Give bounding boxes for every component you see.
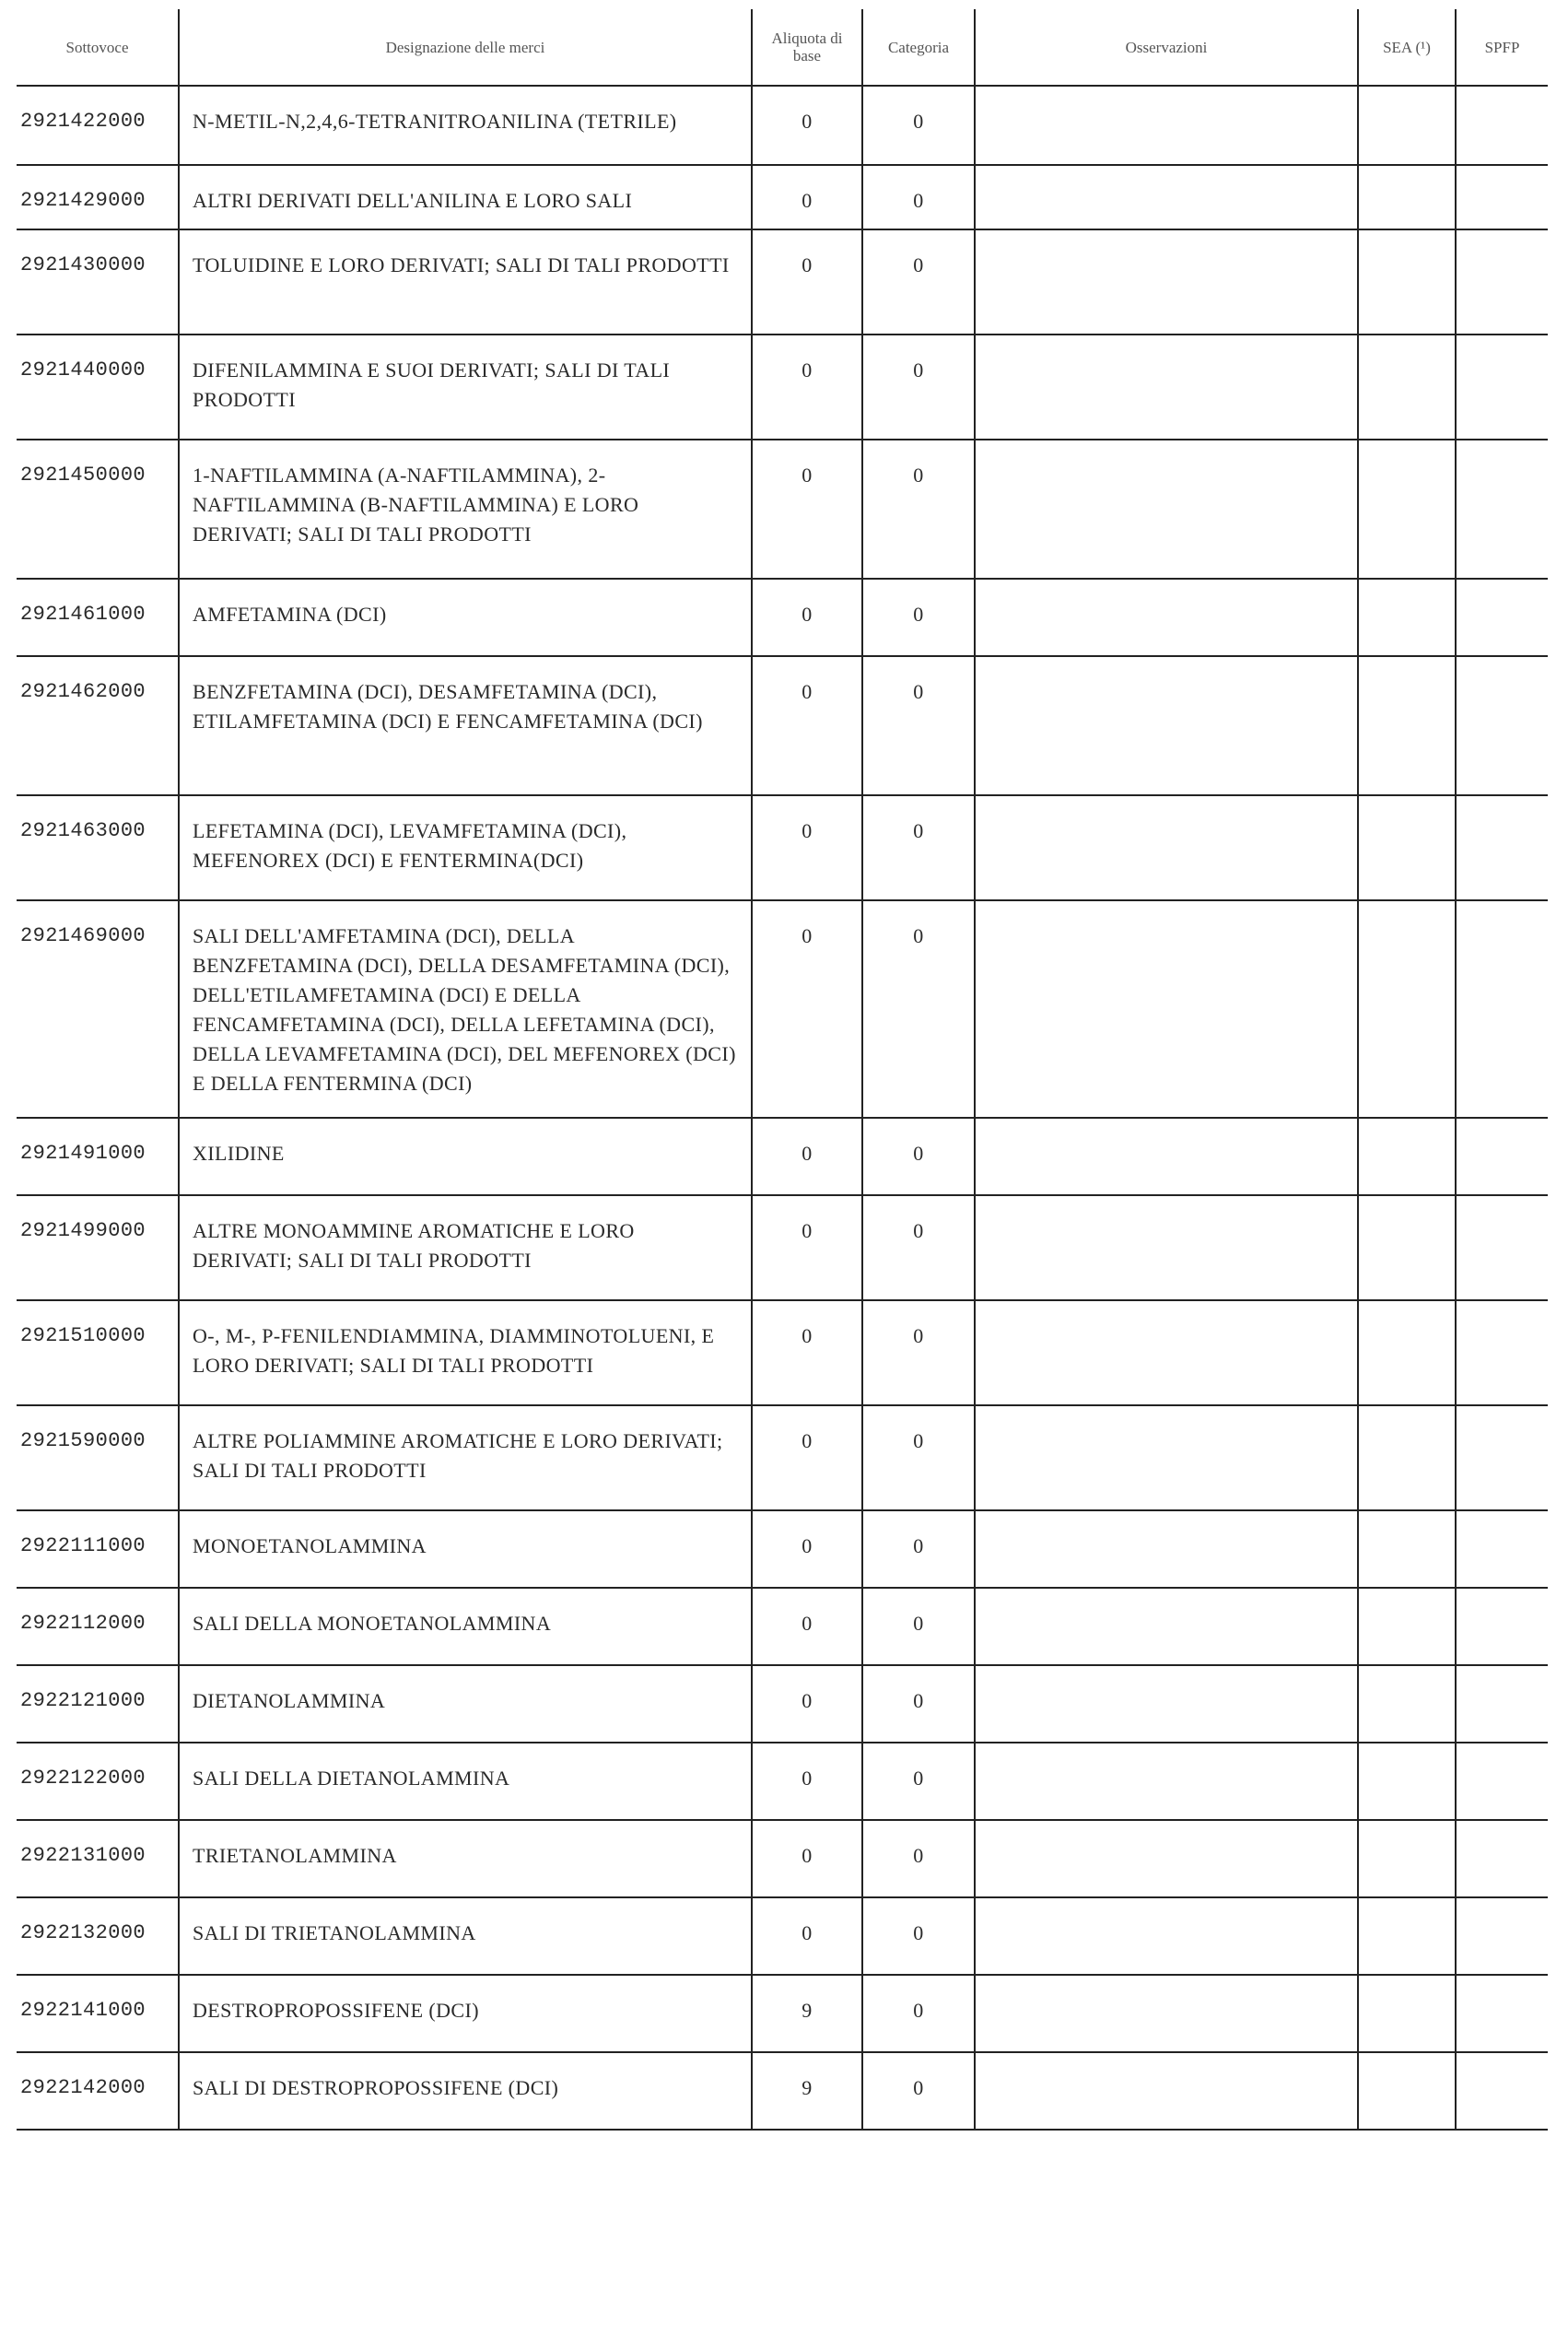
cell-designazione: SALI DI TRIETANOLAMMINA xyxy=(179,1897,752,1975)
cell-osservazioni xyxy=(975,1118,1358,1195)
header-sea: SEA (¹) xyxy=(1358,9,1456,86)
table-row xyxy=(17,656,1548,795)
cell-aliquota: 0 xyxy=(752,900,862,1118)
cell-osservazioni xyxy=(975,900,1358,1118)
cell-spfp xyxy=(1456,1588,1548,1665)
cell-sottovoce: 2921469000 xyxy=(17,900,179,1118)
table-row xyxy=(17,440,1548,579)
tariff-table xyxy=(17,9,1548,2131)
table-row xyxy=(17,1743,1548,1820)
cell-sea xyxy=(1358,1743,1456,1820)
table-row xyxy=(17,1510,1548,1588)
table-row xyxy=(17,1820,1548,1897)
cell-sottovoce: 2922131000 xyxy=(17,1820,179,1897)
cell-aliquota: 0 xyxy=(752,1300,862,1405)
header-spfp: SPFP xyxy=(1456,9,1548,86)
table-row xyxy=(17,1118,1548,1195)
cell-designazione: AMFETAMINA (DCI) xyxy=(179,579,752,656)
cell-designazione: XILIDINE xyxy=(179,1118,752,1195)
cell-aliquota: 0 xyxy=(752,656,862,795)
cell-designazione: MONOETANOLAMMINA xyxy=(179,1510,752,1588)
cell-sea xyxy=(1358,1820,1456,1897)
cell-sea xyxy=(1358,579,1456,656)
cell-sottovoce: 2922121000 xyxy=(17,1665,179,1743)
cell-spfp xyxy=(1456,1975,1548,2052)
cell-designazione: TOLUIDINE E LORO DERIVATI; SALI DI TALI PRODOTTI xyxy=(179,229,752,335)
header-osservazioni: Osservazioni xyxy=(975,9,1358,86)
cell-sottovoce: 2922122000 xyxy=(17,1743,179,1820)
cell-sottovoce: 2921450000 xyxy=(17,440,179,579)
cell-categoria: 0 xyxy=(862,440,975,579)
cell-spfp xyxy=(1456,1820,1548,1897)
cell-sea xyxy=(1358,1588,1456,1665)
cell-aliquota: 0 xyxy=(752,229,862,335)
cell-designazione: TRIETANOLAMMINA xyxy=(179,1820,752,1897)
cell-sottovoce: 2921429000 xyxy=(17,165,179,229)
cell-designazione: ALTRI DERIVATI DELL'ANILINA E LORO SALI xyxy=(179,165,752,229)
cell-spfp xyxy=(1456,1118,1548,1195)
table-row xyxy=(17,165,1548,229)
cell-sea xyxy=(1358,1195,1456,1300)
cell-sea xyxy=(1358,1510,1456,1588)
cell-sottovoce: 2921510000 xyxy=(17,1300,179,1405)
cell-categoria: 0 xyxy=(862,1897,975,1975)
cell-osservazioni xyxy=(975,1743,1358,1820)
cell-aliquota: 0 xyxy=(752,579,862,656)
table-row xyxy=(17,579,1548,656)
cell-aliquota: 9 xyxy=(752,2052,862,2130)
cell-categoria: 0 xyxy=(862,1665,975,1743)
cell-spfp xyxy=(1456,900,1548,1118)
cell-aliquota: 0 xyxy=(752,1588,862,1665)
cell-osservazioni xyxy=(975,1300,1358,1405)
cell-designazione: SALI DELLA DIETANOLAMMINA xyxy=(179,1743,752,1820)
cell-categoria: 0 xyxy=(862,1510,975,1588)
cell-osservazioni xyxy=(975,86,1358,165)
cell-sottovoce: 2921461000 xyxy=(17,579,179,656)
cell-aliquota: 0 xyxy=(752,1195,862,1300)
cell-sea xyxy=(1358,1897,1456,1975)
cell-sea xyxy=(1358,900,1456,1118)
cell-sottovoce: 2921491000 xyxy=(17,1118,179,1195)
cell-categoria: 0 xyxy=(862,1195,975,1300)
cell-categoria: 0 xyxy=(862,1975,975,2052)
cell-aliquota: 9 xyxy=(752,1975,862,2052)
cell-designazione: SALI DI DESTROPROPOSSIFENE (DCI) xyxy=(179,2052,752,2130)
cell-sea xyxy=(1358,2052,1456,2130)
cell-spfp xyxy=(1456,1300,1548,1405)
cell-osservazioni xyxy=(975,1588,1358,1665)
header-aliquota: Aliquota di base xyxy=(752,9,862,86)
cell-spfp xyxy=(1456,440,1548,579)
table-row xyxy=(17,900,1548,1118)
table-row xyxy=(17,1405,1548,1510)
table-row xyxy=(17,86,1548,165)
cell-aliquota: 0 xyxy=(752,795,862,900)
cell-spfp xyxy=(1456,335,1548,440)
cell-sea xyxy=(1358,1975,1456,2052)
cell-aliquota: 0 xyxy=(752,1820,862,1897)
cell-categoria: 0 xyxy=(862,1743,975,1820)
cell-aliquota: 0 xyxy=(752,1665,862,1743)
cell-sottovoce: 2921463000 xyxy=(17,795,179,900)
table-row xyxy=(17,795,1548,900)
table-row xyxy=(17,1975,1548,2052)
cell-sea xyxy=(1358,1118,1456,1195)
cell-aliquota: 0 xyxy=(752,1897,862,1975)
table-row xyxy=(17,335,1548,440)
cell-osservazioni xyxy=(975,579,1358,656)
cell-spfp xyxy=(1456,2052,1548,2130)
cell-categoria: 0 xyxy=(862,795,975,900)
cell-osservazioni xyxy=(975,1975,1358,2052)
cell-aliquota: 0 xyxy=(752,165,862,229)
cell-aliquota: 0 xyxy=(752,1510,862,1588)
cell-osservazioni xyxy=(975,1195,1358,1300)
cell-designazione: BENZFETAMINA (DCI), DESAMFETAMINA (DCI), ETILAMFETAMINA (DCI) E FENCAMFETAMINA (DCI) xyxy=(179,656,752,795)
cell-spfp xyxy=(1456,1510,1548,1588)
cell-designazione: SALI DELLA MONOETANOLAMMINA xyxy=(179,1588,752,1665)
table-header xyxy=(17,9,1548,86)
cell-osservazioni xyxy=(975,1510,1358,1588)
cell-spfp xyxy=(1456,229,1548,335)
cell-sea xyxy=(1358,795,1456,900)
cell-aliquota: 0 xyxy=(752,1743,862,1820)
cell-sea xyxy=(1358,165,1456,229)
cell-designazione: O-, M-, P-FENILENDIAMMINA, DIAMMINOTOLUENI, E LORO DERIVATI; SALI DI TALI PRODOTTI xyxy=(179,1300,752,1405)
cell-osservazioni xyxy=(975,1405,1358,1510)
cell-sottovoce: 2922111000 xyxy=(17,1510,179,1588)
cell-designazione: N-METIL-N,2,4,6-TETRANITROANILINA (TETRILE) xyxy=(179,86,752,165)
cell-categoria: 0 xyxy=(862,900,975,1118)
cell-osservazioni xyxy=(975,656,1358,795)
cell-designazione: DESTROPROPOSSIFENE (DCI) xyxy=(179,1975,752,2052)
cell-sottovoce: 2921430000 xyxy=(17,229,179,335)
cell-categoria: 0 xyxy=(862,86,975,165)
cell-aliquota: 0 xyxy=(752,1405,862,1510)
cell-sea xyxy=(1358,440,1456,579)
cell-categoria: 0 xyxy=(862,1820,975,1897)
cell-sea xyxy=(1358,1665,1456,1743)
cell-aliquota: 0 xyxy=(752,86,862,165)
cell-osservazioni xyxy=(975,440,1358,579)
cell-sea xyxy=(1358,229,1456,335)
table-row xyxy=(17,1588,1548,1665)
cell-osservazioni xyxy=(975,795,1358,900)
cell-aliquota: 0 xyxy=(752,1118,862,1195)
table-row xyxy=(17,1300,1548,1405)
cell-spfp xyxy=(1456,795,1548,900)
cell-spfp xyxy=(1456,1195,1548,1300)
cell-sea xyxy=(1358,1300,1456,1405)
cell-aliquota: 0 xyxy=(752,335,862,440)
cell-spfp xyxy=(1456,1897,1548,1975)
table-row xyxy=(17,1195,1548,1300)
cell-categoria: 0 xyxy=(862,165,975,229)
cell-sottovoce: 2922142000 xyxy=(17,2052,179,2130)
cell-designazione: 1-NAFTILAMMINA (A-NAFTILAMMINA), 2-NAFTILAMMINA (B-NAFTILAMMINA) E LORO DERIVATI; SALI DI TALI PRODOTTI xyxy=(179,440,752,579)
cell-osservazioni xyxy=(975,1665,1358,1743)
cell-osservazioni xyxy=(975,1820,1358,1897)
cell-categoria: 0 xyxy=(862,229,975,335)
header-sottovoce: Sottovoce xyxy=(17,9,179,86)
cell-spfp xyxy=(1456,1743,1548,1820)
cell-spfp xyxy=(1456,165,1548,229)
header-row xyxy=(17,9,1548,86)
cell-aliquota: 0 xyxy=(752,440,862,579)
cell-sea xyxy=(1358,86,1456,165)
cell-osservazioni xyxy=(975,1897,1358,1975)
cell-sottovoce: 2921422000 xyxy=(20,110,146,133)
cell-osservazioni xyxy=(975,229,1358,335)
cell-categoria: 0 xyxy=(862,1405,975,1510)
cell-osservazioni xyxy=(975,2052,1358,2130)
cell-categoria: 0 xyxy=(862,2052,975,2130)
cell-categoria: 0 xyxy=(862,335,975,440)
cell-designazione: DIETANOLAMMINA xyxy=(179,1665,752,1743)
cell-spfp xyxy=(1456,1405,1548,1510)
header-categoria: Categoria xyxy=(862,9,975,86)
cell-designazione: ALTRE POLIAMMINE AROMATICHE E LORO DERIVATI; SALI DI TALI PRODOTTI xyxy=(179,1405,752,1510)
cell-osservazioni xyxy=(975,335,1358,440)
cell-sottovoce: 2921590000 xyxy=(17,1405,179,1510)
cell-sea xyxy=(1358,1405,1456,1510)
cell-spfp xyxy=(1456,86,1548,165)
cell-sea xyxy=(1358,656,1456,795)
header-designazione: Designazione delle merci xyxy=(179,9,752,86)
cell-spfp xyxy=(1456,656,1548,795)
cell-categoria: 0 xyxy=(862,1300,975,1405)
table-row xyxy=(17,1897,1548,1975)
cell-designazione: ALTRE MONOAMMINE AROMATICHE E LORO DERIVATI; SALI DI TALI PRODOTTI xyxy=(179,1195,752,1300)
cell-designazione: DIFENILAMMINA E SUOI DERIVATI; SALI DI TALI PRODOTTI xyxy=(179,335,752,440)
cell-sottovoce: 2921462000 xyxy=(17,656,179,795)
cell-designazione: LEFETAMINA (DCI), LEVAMFETAMINA (DCI), MEFENOREX (DCI) E FENTERMINA(DCI) xyxy=(179,795,752,900)
table-row xyxy=(17,2052,1548,2130)
cell-sottovoce: 2922112000 xyxy=(17,1588,179,1665)
cell-sottovoce: 2922141000 xyxy=(17,1975,179,2052)
cell-sottovoce: 2921499000 xyxy=(17,1195,179,1300)
cell-sea xyxy=(1358,335,1456,440)
cell-categoria: 0 xyxy=(862,656,975,795)
table-body xyxy=(17,86,1548,2130)
cell-osservazioni xyxy=(975,165,1358,229)
cell-categoria: 0 xyxy=(862,579,975,656)
table-row xyxy=(17,229,1548,335)
cell-sottovoce: 2921440000 xyxy=(17,335,179,440)
cell-sottovoce: 2922132000 xyxy=(17,1897,179,1975)
table-row xyxy=(17,1665,1548,1743)
cell-spfp xyxy=(1456,579,1548,656)
cell-categoria: 0 xyxy=(862,1588,975,1665)
cell-categoria: 0 xyxy=(862,1118,975,1195)
cell-spfp xyxy=(1456,1665,1548,1743)
cell-designazione: SALI DELL'AMFETAMINA (DCI), DELLA BENZFETAMINA (DCI), DELLA DESAMFETAMINA (DCI), DELL'ETILAMFETAMINA (DCI) E DELLA FENCAMFETAMINA (DCI), DELLA LEFETAMINA (DCI), DELLA LEVAMFETAMINA (DCI), DEL MEFENOREX (DCI) E DELLA FENTERMINA (DCI) xyxy=(179,900,752,1118)
